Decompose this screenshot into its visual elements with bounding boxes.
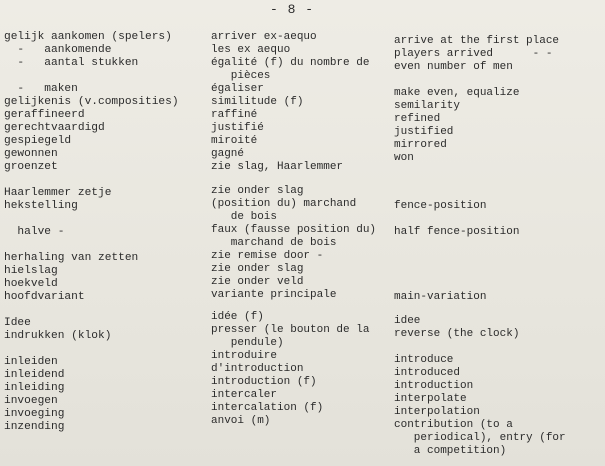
- col2-line: pièces: [211, 70, 271, 82]
- col1-line: gelijk aankomen (spelers): [4, 31, 172, 43]
- col2-line: raffiné: [211, 109, 258, 121]
- col1-line: - aantal stukken: [4, 57, 139, 69]
- col2-line: égaliser: [211, 83, 264, 95]
- col1-line: hoekveld: [4, 278, 58, 290]
- col2-line: gagné: [211, 148, 245, 160]
- col2-line: intercaler: [211, 389, 278, 401]
- col1-line: gelijkenis (v.composities): [4, 96, 179, 108]
- col2-line: marchand de bois: [211, 237, 337, 249]
- col3-line: even number of men: [394, 61, 513, 73]
- col1-line: - maken: [4, 83, 78, 95]
- col1-line: invoeging: [4, 408, 65, 420]
- col3-line: interpolation: [394, 406, 480, 418]
- col2-line: idée (f): [211, 311, 264, 323]
- col1-line: inleiden: [4, 356, 58, 368]
- col2-line: anvoi (m): [211, 415, 271, 427]
- col3-line: fence-position: [394, 200, 487, 212]
- col2-line: introduction (f): [211, 376, 317, 388]
- col3-line: contribution (to a: [394, 419, 513, 431]
- col1-line: invoegen: [4, 395, 58, 407]
- col2-line: presser (le bouton de la: [211, 324, 370, 336]
- col1-line: gerechtvaardigd: [4, 122, 105, 134]
- col1-line: herhaling van zetten: [4, 252, 139, 264]
- col1-line: Idee: [4, 317, 31, 329]
- col1-line: - aankomende: [4, 44, 112, 56]
- col2-line: miroité: [211, 135, 258, 147]
- col3-line: introduction: [394, 380, 474, 392]
- col1-line: hielslag: [4, 265, 58, 277]
- col1-line: indrukken (klok): [4, 330, 112, 342]
- col2-line: pendule): [211, 337, 284, 349]
- page-number: - 8 -: [270, 2, 315, 17]
- col2-line: les ex aequo: [211, 44, 291, 56]
- col1-line: hekstelling: [4, 200, 78, 212]
- col1-line: inzending: [4, 421, 65, 433]
- col3-line: introduce: [394, 354, 454, 366]
- col1-line: hoofdvariant: [4, 291, 85, 303]
- col1-line: gespiegeld: [4, 135, 72, 147]
- col1-line: geraffineerd: [4, 109, 85, 121]
- col3-line: periodical), entry (for: [394, 432, 566, 444]
- col2-line: zie onder slag: [211, 263, 304, 275]
- col2-line: intercalation (f): [211, 402, 324, 414]
- col3-line: main-variation: [394, 291, 487, 303]
- col2-line: zie remise door -: [211, 250, 324, 262]
- col1-line: inleiding: [4, 382, 65, 394]
- col2-line: (position du) marchand: [211, 198, 357, 210]
- col2-line: justifié: [211, 122, 264, 134]
- col3-line: make even, equalize: [394, 87, 520, 99]
- col2-line: zie slag, Haarlemmer: [211, 161, 344, 173]
- col3-line: arrive at the first place: [394, 35, 560, 47]
- col2-line: faux (fausse position du): [211, 224, 377, 236]
- col3-line: mirrored: [394, 139, 447, 151]
- col2-line: variante principale: [211, 289, 337, 301]
- col2-line: de bois: [211, 211, 278, 223]
- col3-line: reverse (the clock): [394, 328, 520, 340]
- col1-line: gewonnen: [4, 148, 58, 160]
- col3-line: won: [394, 152, 414, 164]
- col2-line: zie onder veld: [211, 276, 304, 288]
- col3-line: refined: [394, 113, 441, 125]
- col1-line: groenzet: [4, 161, 58, 173]
- col1-line: Haarlemmer zetje: [4, 187, 112, 199]
- col2-line: arriver ex-aequo: [211, 31, 317, 43]
- col3-line: players arrived - -: [394, 48, 553, 60]
- col3-line: half fence-position: [394, 226, 520, 238]
- col2-line: zie onder slag: [211, 185, 304, 197]
- col2-line: introduire: [211, 350, 278, 362]
- col2-line: égalité (f) du nombre de: [211, 57, 370, 69]
- col2-line: similitude (f): [211, 96, 304, 108]
- col3-line: introduced: [394, 367, 461, 379]
- col1-line: halve -: [4, 226, 65, 238]
- col3-line: semilarity: [394, 100, 461, 112]
- col3-line: a competition): [394, 445, 507, 457]
- col1-line: inleidend: [4, 369, 65, 381]
- col3-line: idee: [394, 315, 421, 327]
- col3-line: interpolate: [394, 393, 467, 405]
- col2-line: d'introduction: [211, 363, 304, 375]
- col3-line: justified: [394, 126, 454, 138]
